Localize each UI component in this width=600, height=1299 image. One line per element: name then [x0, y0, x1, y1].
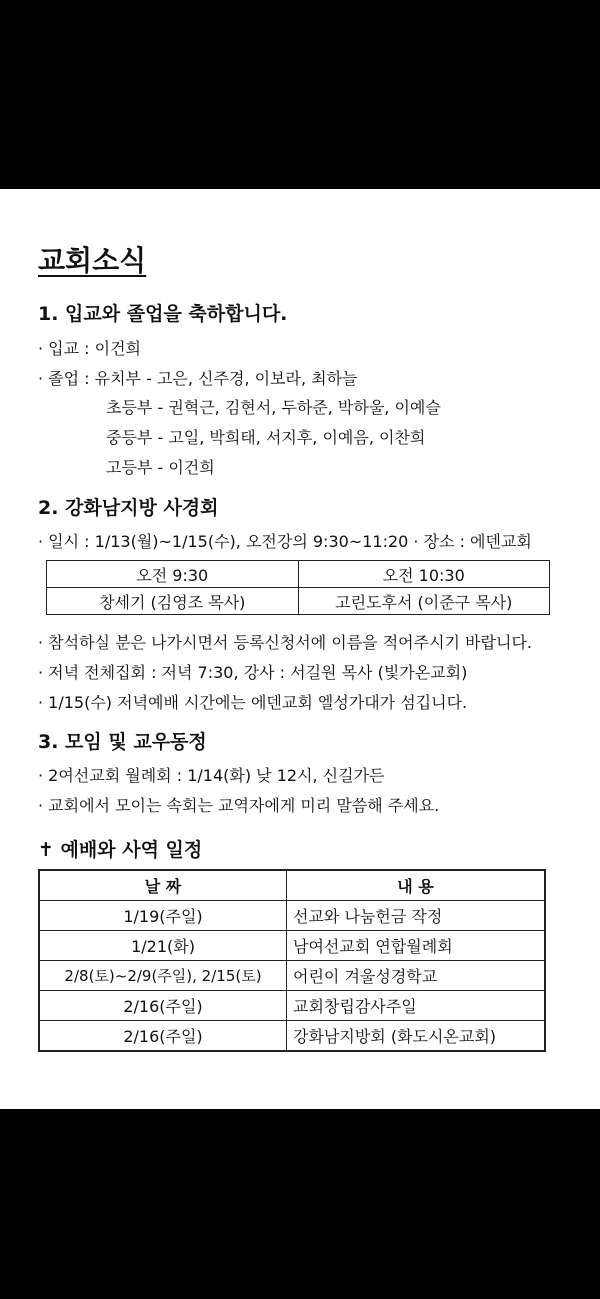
graduation-middle: 중등부 - 고일, 박희태, 서지후, 이예음, 이찬희 [106, 428, 426, 447]
table-header-row [39, 870, 545, 901]
bulletin-page [0, 189, 600, 1109]
lecture-table [46, 560, 550, 615]
cell-group-note: · 교회에서 모이는 속회는 교역자에게 미리 말씀해 주세요. [38, 796, 440, 815]
lecture-topic-2: 고린도후서 (이준구 목사) [298, 588, 550, 615]
row-date: 1/21(화) [39, 931, 287, 961]
table-row [39, 901, 545, 931]
schedule-info-line: · 일시 : 1/13(월)~1/15(수), 오전강의 9:30~11:20 · 장소 : 에덴교회 [38, 532, 532, 551]
row-date: 2/16(주일) [39, 991, 287, 1021]
table-row [39, 931, 545, 961]
table-row [39, 961, 545, 991]
column-header-date: 날 짜 [39, 870, 287, 901]
row-date: 1/19(주일) [39, 901, 287, 931]
section-3-heading: 3. 모임 및 교우동정 [38, 731, 207, 753]
meeting-line: · 2여선교회 월례회 : 1/14(화) 낮 12시, 신길가든 [38, 766, 385, 785]
row-content: 어린이 겨울성경학교 [287, 961, 546, 991]
row-content: 남여선교회 연합월례회 [287, 931, 546, 961]
graduation-elementary: 초등부 - 권혁근, 김현서, 두하준, 박하울, 이예슬 [106, 398, 441, 417]
choir-note: · 1/15(수) 저녁예배 시간에는 에덴교회 엘성가대가 섬깁니다. [38, 693, 468, 712]
lecture-topic-1: 창세기 (김영조 목사) [47, 588, 299, 615]
row-date: 2/16(주일) [39, 1021, 287, 1052]
table-row [39, 991, 545, 1021]
schedule-heading: ✝ 예배와 사역 일정 [38, 839, 203, 861]
lecture-time-1: 오전 9:30 [47, 561, 299, 588]
row-content: 선교와 나눔헌금 작정 [287, 901, 546, 931]
graduation-line: · 졸업 : 유치부 - 고은, 신주경, 이보라, 최하늘 [38, 369, 358, 388]
evening-meeting-line: · 저녁 전체집회 : 저녁 7:30, 강사 : 서길원 목사 (빛가온교회) [38, 663, 468, 682]
registration-note: · 참석하실 분은 나가시면서 등록신청서에 이름을 적어주시기 바랍니다. [38, 633, 532, 652]
schedule-table [38, 869, 546, 1052]
lecture-time-2: 오전 10:30 [298, 561, 550, 588]
row-content: 강화남지방회 (화도시온교회) [287, 1021, 546, 1052]
page-title: 교회소식 [38, 244, 147, 277]
entry-line: · 입교 : 이건희 [38, 339, 142, 358]
row-date: 2/8(토)~2/9(주일), 2/15(토) [39, 961, 287, 991]
row-content: 교회창립감사주일 [287, 991, 546, 1021]
graduation-high: 고등부 - 이건희 [106, 458, 215, 477]
section-2-heading: 2. 강화남지방 사경회 [38, 497, 219, 519]
table-row [39, 1021, 545, 1052]
section-1-heading: 1. 입교와 졸업을 축하합니다. [38, 303, 288, 325]
column-header-content: 내 용 [287, 870, 546, 901]
